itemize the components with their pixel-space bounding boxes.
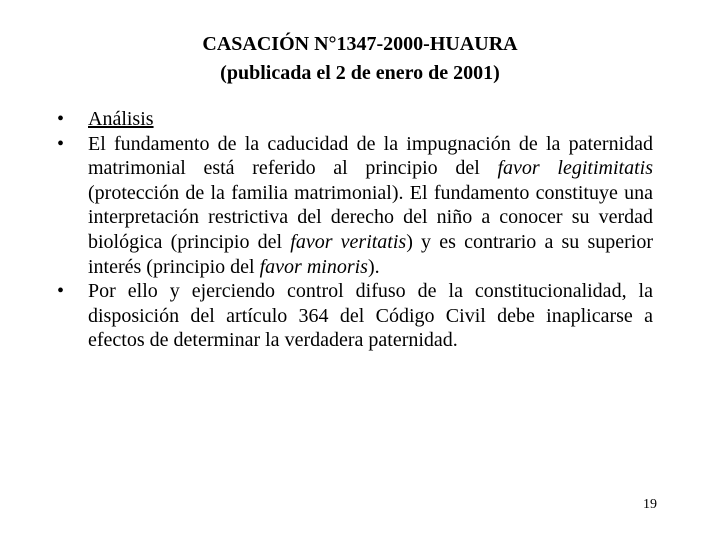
fundamento-text-2: (protección de la familia matrimonial). El fundamento constituye una interpretación restrictiva del derecho del niño a conocer su verdad biológica (principio del bbox=[88, 181, 653, 253]
page-number: 19 bbox=[643, 497, 657, 512]
bullet-list bbox=[57, 107, 653, 353]
fundamento-italic-3: favor minoris bbox=[259, 255, 368, 278]
bullet-icon: • bbox=[57, 280, 65, 303]
fundamento-text-4: ). bbox=[367, 255, 380, 278]
fundamento-italic-1: favor legitimitatis bbox=[497, 157, 653, 180]
fundamento-italic-2: favor veritatis bbox=[290, 230, 407, 253]
fundamento-text-1: El fundamento de la caducidad de la impugnación de la paternidad matrimonial está referido al principio del bbox=[88, 132, 653, 180]
bullet-item-analisis bbox=[57, 107, 653, 132]
title-line-2: (publicada el 2 de enero de 2001) bbox=[220, 62, 500, 84]
bullet-icon: • bbox=[57, 132, 65, 155]
title-line-1: CASACIÓN N°1347-2000-HUAURA bbox=[202, 33, 518, 55]
bullet-item-fundamento bbox=[57, 132, 653, 280]
analisis-heading: Análisis bbox=[88, 108, 154, 130]
slide-title bbox=[60, 30, 660, 88]
control-difuso-text: Por ello y ejerciendo control difuso de la constitucionalidad, la disposición del artículo 364 del Código Civil debe inaplicarse a efectos de determinar la verdadera paternidad. bbox=[88, 280, 653, 352]
bullet-icon: • bbox=[57, 108, 65, 130]
fundamento-text-3: ) y es contrario a su superior interés (principio del bbox=[88, 230, 653, 278]
bullet-item-control-difuso bbox=[57, 279, 653, 353]
